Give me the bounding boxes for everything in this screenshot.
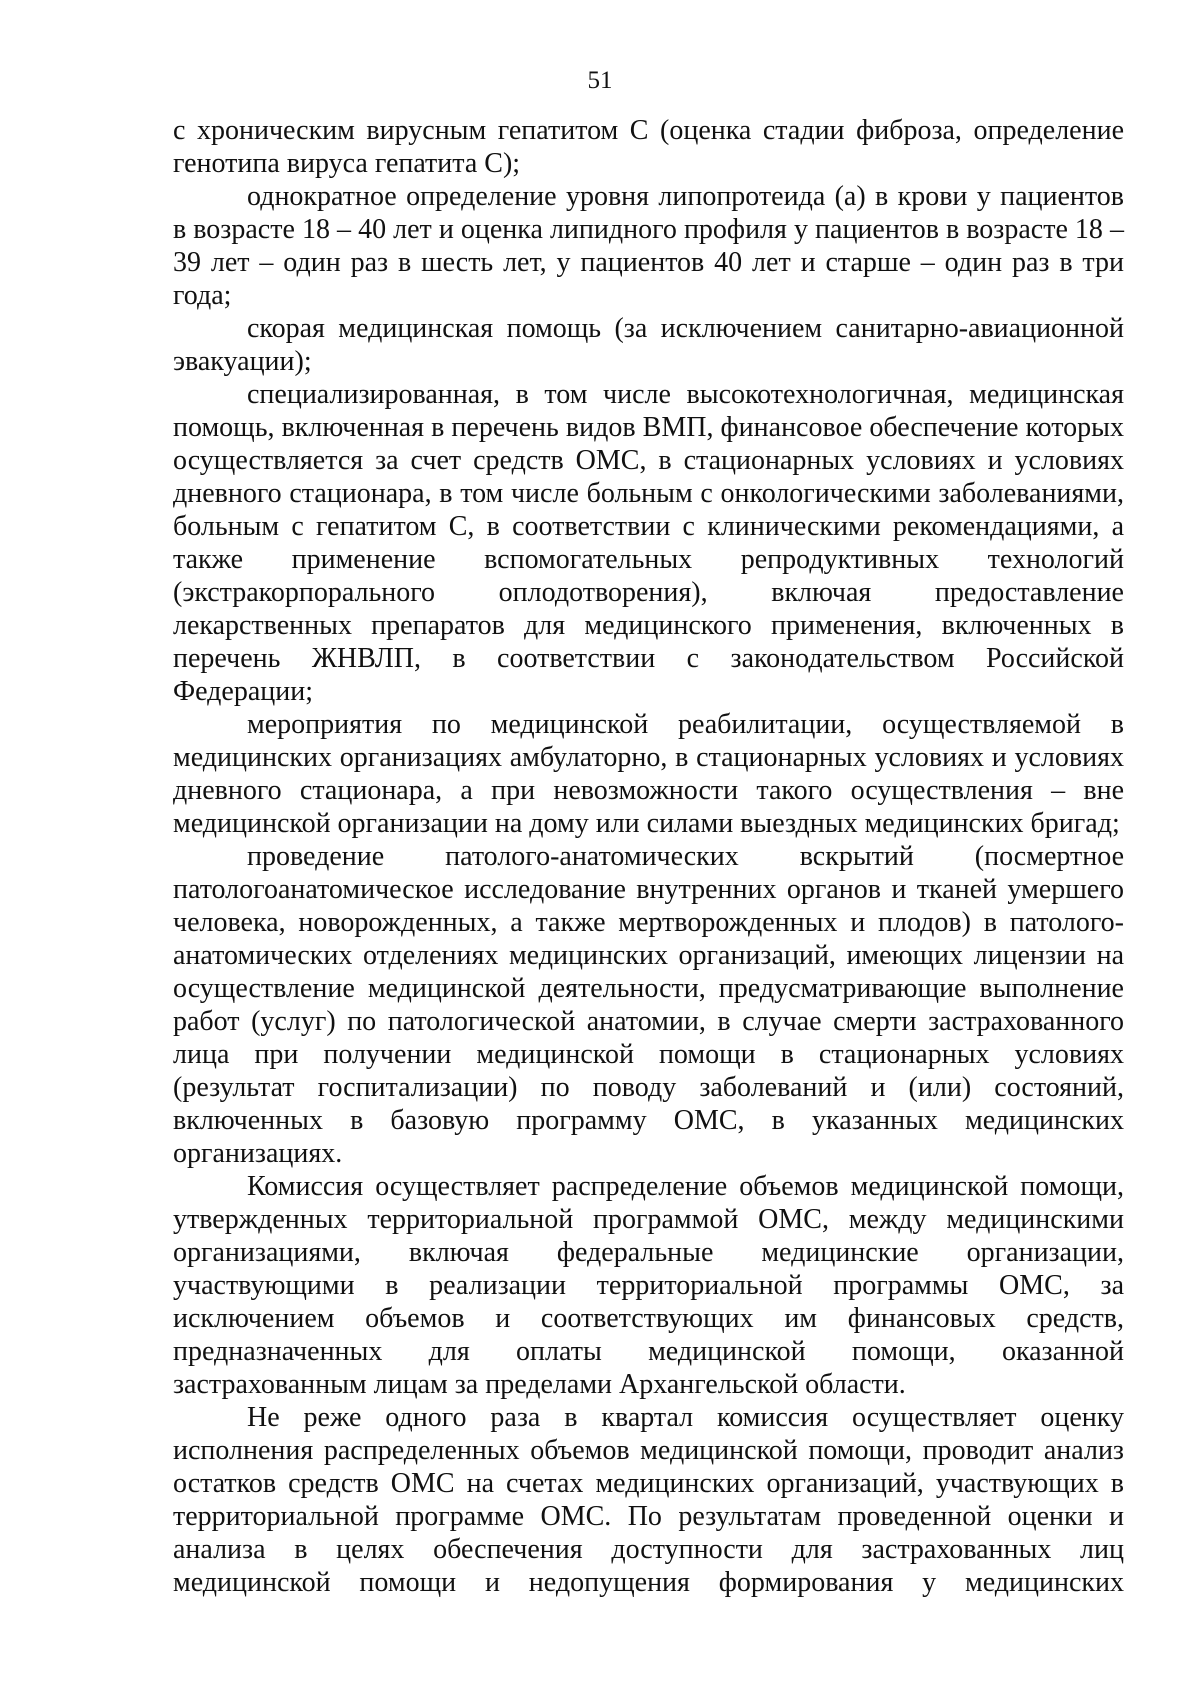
paragraph-continuation: с хроническим вирусным гепатитом С (оценка стадии фиброза, определение генотипа вируса гепатита С); [173,115,1124,179]
paragraph-lipoprotein: однократное определение уровня липопротеида (а) в крови у пациентов в возрасте 18 – 40 лет и оценка липидного профиля у пациентов в возрасте 18 – 39 лет – один раз в шесть лет, у пациентов 40 лет и старше – один раз в три года; [173,181,1124,311]
paragraph-autopsy: проведение патолого-анатомических вскрытий (посмертное патологоанатомическое исследование внутренних органов и тканей умершего человека, новорожденных, а также мертворожденных и плодов) в патолого-анатомических отделениях медицинских организаций, имеющих лицензии на осуществление медицинской деятельности, предусматривающие выполнение работ (услуг) по патологической анатомии, в случае смерти застрахованного лица при получении медицинской помощи в стационарных условиях (результат госпитализации) по поводу заболеваний и (или) состояний, включенных в базовую программу ОМС, в указанных медицинских организациях. [173,841,1124,1169]
paragraph-commission-distribution: Комиссия осуществляет распределение объемов медицинской помощи, утвержденных территориальной программой ОМС, между медицинскими организациями, включая федеральные медицинские организации, участвующими в реализации территориальной программы ОМС, за исключением объемов и соответствующих им финансовых средств, предназначенных для оплаты медицинской помощи, оказанной застрахованным лицам за пределами Архангельской области. [173,1171,1124,1400]
document-body [173,114,1124,1599]
paragraph-rehabilitation: мероприятия по медицинской реабилитации, осуществляемой в медицинских организациях амбулаторно, в стационарных условиях и условиях дневного стационара, а при невозможности такого осуществления – вне медицинской организации на дому или силами выездных медицинских бригад; [173,709,1124,839]
paragraph-specialized-care: специализированная, в том числе высокотехнологичная, медицинская помощь, включенная в перечень видов ВМП, финансовое обеспечение которых осуществляется за счет средств ОМС, в стационарных условиях и условиях дневного стационара, в том числе больным с онкологическими заболеваниями, больным с гепатитом С, в соответствии с клиническими рекомендациями, а также применение вспомогательных репродуктивных технологий (экстракорпорального оплодотворения), включая предоставление лекарственных препаратов для медицинского применения, включенных в перечень ЖНВЛП, в соответствии с законодательством Российской Федерации; [173,379,1124,707]
paragraph-ambulance: скорая медицинская помощь (за исключением санитарно-авиационной эвакуации); [173,313,1124,377]
paragraph-commission-assessment: Не реже одного раза в квартал комиссия осуществляет оценку исполнения распределенных объемов медицинской помощи, проводит анализ остатков средств ОМС на счетах медицинских организаций, участвующих в территориальной программе ОМС. По результатам проведенной оценки и анализа в целях обеспечения доступности для застрахованных лиц медицинской помощи и недопущения формирования у медицинских [173,1402,1124,1598]
page-number: 51 [587,67,613,94]
